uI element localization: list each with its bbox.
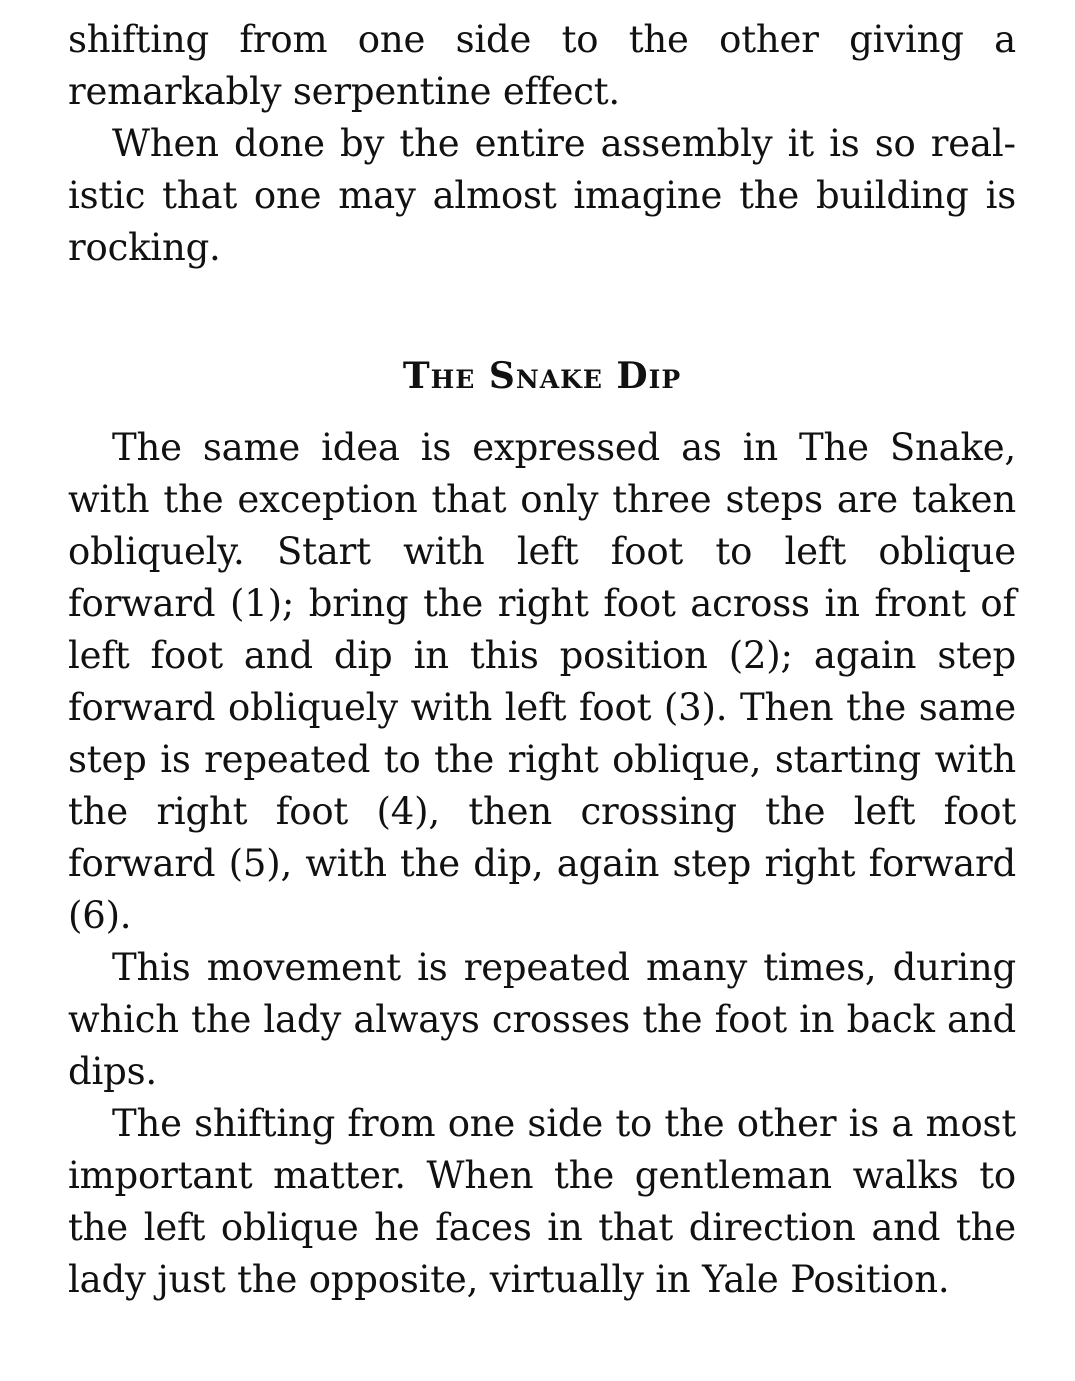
paragraph-continuation: shifting from one side to the other giving a remarkably serpentine effect. xyxy=(68,18,1016,113)
section-heading: The Snake Dip xyxy=(402,355,682,397)
paragraph-snake-dip-steps: The same idea is expressed as in The Snake, with the exception that only three steps are taken obliquely. Start with left foot to left oblique forward (1); bring the right foot across in front of left foot and dip in this position (2); again step forward obliquely with left foot (3). Then the same step is repeated to the right oblique, starting with the right foot (4), then crossing the left foot forward (5), with the dip, again step right forward (6). xyxy=(68,426,1016,937)
document-page xyxy=(68,14,1016,1306)
paragraph-assembly: When done by the entire assembly it is so realistic that one may almost imagine the building is rocking. xyxy=(68,122,1016,269)
paragraph-shifting: The shifting from one side to the other is a most important matter. When the gentleman walks to the left oblique he faces in that direction and the lady just the opposite, virtually in Yale Position. xyxy=(68,1102,1016,1301)
paragraph-movement-repeated: This movement is repeated many times, during which the lady always crosses the foot in back and dips. xyxy=(68,946,1016,1093)
